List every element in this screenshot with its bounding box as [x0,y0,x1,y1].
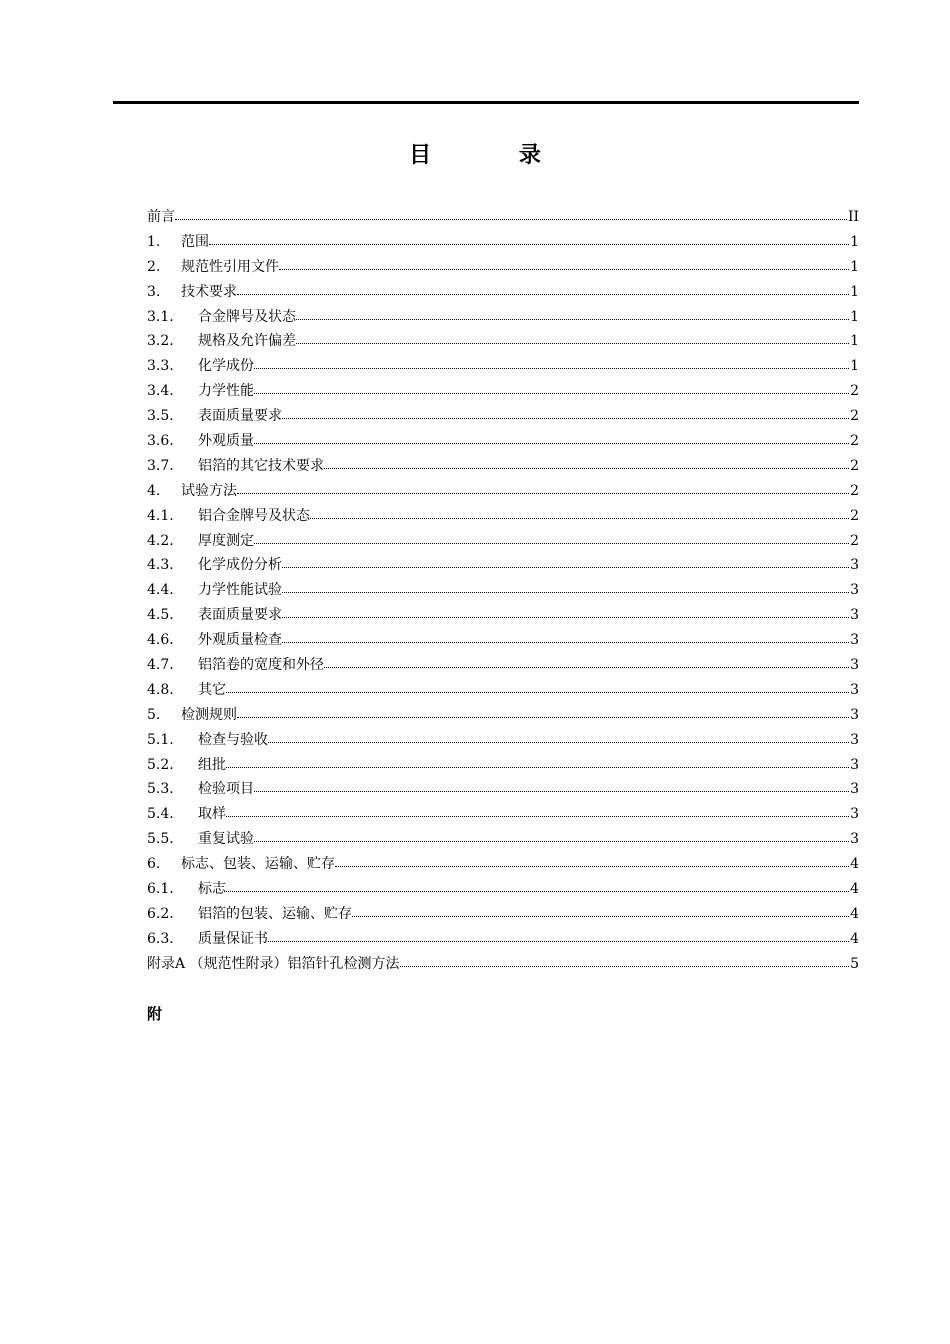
toc-entry-title: 范围 [181,233,209,250]
toc-entry-number: 5.3. [147,781,174,798]
toc-dot-leader [279,257,850,271]
toc-dot-leader [254,431,850,445]
toc-entry[interactable] [147,205,859,230]
toc-entry-number: 4.5. [147,607,174,624]
toc-entry-page-number: 4 [850,930,859,947]
toc-title: 目 录 [409,143,581,168]
toc-entry-number: 6.2. [147,905,174,922]
toc-entry-page-number: 2 [850,433,859,450]
toc-entry[interactable] [147,653,859,678]
toc-entry[interactable] [147,329,859,354]
toc-dot-leader [226,755,850,769]
toc-entry-number: 5. [147,706,161,723]
toc-entry-number: 3.1. [147,308,174,325]
toc-dot-leader [237,481,850,495]
toc-dot-leader [268,730,850,744]
toc-entry[interactable] [147,230,859,255]
toc-dot-leader [282,406,850,420]
toc-entry-number: 5.2. [147,756,174,773]
toc-entry[interactable] [147,578,859,603]
toc-entry[interactable] [147,678,859,703]
header-rule [113,101,859,104]
toc-entry-title: 附录A （规范性附录）铝箔针孔检测方法 [147,955,400,972]
toc-entry-title: 检测规则 [181,706,237,723]
toc-entry-title: 合金牌号及状态 [198,308,296,325]
toc-entry-page-number: 2 [850,408,859,425]
toc-entry-page-number: II [847,209,859,225]
toc-entry[interactable] [147,553,859,578]
toc-entry[interactable] [147,429,859,454]
appendix-heading: 附 [147,1005,163,1023]
toc-entry-number: 3.4. [147,383,174,400]
toc-dot-leader [282,605,850,619]
toc-entry[interactable] [147,354,859,379]
toc-dot-leader [324,655,850,669]
toc-entry-page-number: 3 [850,781,859,798]
toc-entry-title: 厚度测定 [198,532,254,549]
toc-entry-page-number: 3 [850,756,859,773]
toc-entry-page-number: 5 [850,955,859,972]
toc-entry-number: 4.2. [147,532,174,549]
toc-entry-title: 表面质量要求 [198,408,282,425]
toc-entry-title: 质量保证书 [198,930,268,947]
toc-entry-number: 3.7. [147,457,174,474]
toc-entry-page-number: 4 [850,905,859,922]
toc-entry-page-number: 2 [850,457,859,474]
toc-entry-title: 试验方法 [181,482,237,499]
toc-entry-title: 力学性能 [198,383,254,400]
toc-dot-leader [237,282,850,296]
toc-entry-number: 3.2. [147,333,174,350]
toc-entry-page-number: 3 [850,632,859,649]
toc-dot-leader [209,232,850,246]
toc-entry-title: 规格及允许偏差 [198,333,296,350]
toc-entry-title: 前言 [147,209,175,225]
toc-entry[interactable] [147,902,859,927]
toc-entry-title: 重复试验 [198,831,254,848]
toc-entry[interactable] [147,728,859,753]
toc-dot-leader [226,680,850,694]
toc-entry-number: 5.1. [147,731,174,748]
toc-entry-page-number: 1 [850,258,859,275]
toc-entry-number: 4.3. [147,557,174,574]
toc-entry-title: 铝箔卷的宽度和外径 [198,657,324,674]
toc-entry-title: 外观质量 [198,433,254,450]
toc-entry-number: 5.4. [147,806,174,823]
toc-entry-page-number: 3 [850,806,859,823]
toc-entry-page-number: 1 [850,233,859,250]
toc-entry-number: 4. [147,482,161,499]
toc-dot-leader [282,580,850,594]
toc-entry-number: 3.5. [147,408,174,425]
toc-dot-leader [352,904,850,918]
toc-entry[interactable] [147,703,859,728]
toc-dot-leader [175,207,848,221]
toc-entry[interactable] [147,379,859,404]
toc-dot-leader [226,804,850,818]
toc-entry-number: 6.3. [147,930,174,947]
toc-entry-number: 4.1. [147,507,174,524]
toc-entry[interactable] [147,877,859,902]
toc-entry-page-number: 3 [850,607,859,624]
toc-entry[interactable] [147,777,859,802]
toc-dot-leader [310,506,850,520]
toc-entry-title: 其它 [198,681,226,698]
toc-dot-leader [226,879,850,893]
toc-entry-page-number: 1 [850,283,859,300]
toc-entry-page-number: 3 [850,731,859,748]
toc-entry-title: 检查与验收 [198,731,268,748]
toc-entry-number: 5.5. [147,831,174,848]
toc-entry-title: 规范性引用文件 [181,258,279,275]
toc-dot-leader [335,854,850,868]
toc-entry-page-number: 4 [850,856,859,873]
toc-entry-page-number: 2 [850,383,859,400]
toc-entry[interactable] [147,454,859,479]
toc-dot-leader [296,307,850,321]
toc-entry-number: 4.4. [147,582,174,599]
toc-entry-number: 4.7. [147,657,174,674]
toc-entry[interactable] [147,628,859,653]
toc-entry-title: 标志 [198,881,226,898]
toc-entry-title: 化学成份分析 [198,557,282,574]
toc-dot-leader [268,929,850,943]
toc-entry-page-number: 3 [850,657,859,674]
toc-entry-page-number: 2 [850,507,859,524]
toc-entry[interactable] [147,255,859,280]
toc-entry[interactable] [147,529,859,554]
toc-entry-title: 铝箔的包装、运输、贮存 [198,905,352,922]
toc-entry-number: 3.3. [147,358,174,375]
toc-dot-leader [296,331,850,345]
toc-entry-title: 铝合金牌号及状态 [198,507,310,524]
toc-entry-number: 4.8. [147,681,174,698]
toc-entry-title: 技术要求 [181,283,237,300]
toc-entry-number: 2. [147,258,161,275]
toc-entry[interactable] [147,280,859,305]
toc-entry-page-number: 4 [850,881,859,898]
toc-entry[interactable] [147,852,859,877]
toc-entry-title: 检验项目 [198,781,254,798]
toc-entry-title: 铝箔的其它技术要求 [198,457,324,474]
toc-entry-page-number: 1 [850,333,859,350]
toc-entry-title: 标志、包装、运输、贮存 [181,856,335,873]
toc-dot-leader [324,456,850,470]
toc-entry-number: 4.6. [147,632,174,649]
toc-entry[interactable] [147,753,859,778]
toc-entry[interactable] [147,927,859,952]
toc-entry-page-number: 1 [850,358,859,375]
toc-dot-leader [254,779,850,793]
toc-entry[interactable] [147,827,859,852]
toc-entry-title: 力学性能试验 [198,582,282,599]
toc-entry[interactable] [147,504,859,529]
toc-entry[interactable] [147,802,859,827]
toc-entry-title: 取样 [198,806,226,823]
toc-dot-leader [237,705,850,719]
toc-entry-number: 3. [147,283,161,300]
toc-entry-number: 6.1. [147,881,174,898]
toc-dot-leader [254,531,850,545]
toc-dot-leader [254,829,850,843]
toc-entry[interactable] [147,404,859,429]
toc-entry-page-number: 3 [850,681,859,698]
toc-entry-page-number: 3 [850,582,859,599]
toc-entry-number: 6. [147,856,161,873]
table-of-contents [147,205,859,977]
toc-entry-page-number: 2 [850,482,859,499]
toc-entry-number: 1. [147,233,161,250]
toc-entry-page-number: 3 [850,831,859,848]
toc-dot-leader [254,381,850,395]
toc-entry-title: 外观质量检查 [198,632,282,649]
toc-entry-title: 化学成份 [198,358,254,375]
toc-entry[interactable] [147,479,859,504]
toc-entry-page-number: 1 [850,308,859,325]
toc-entry[interactable] [147,952,859,977]
toc-entry-page-number: 2 [850,532,859,549]
toc-entry-title: 表面质量要求 [198,607,282,624]
toc-entry[interactable] [147,603,859,628]
toc-dot-leader [254,356,850,370]
toc-entry-page-number: 3 [850,706,859,723]
toc-entry[interactable] [147,305,859,330]
toc-entry-title: 组批 [198,756,226,773]
toc-entry-page-number: 3 [850,557,859,574]
toc-dot-leader [282,630,850,644]
toc-dot-leader [400,954,851,968]
toc-entry-number: 3.6. [147,433,174,450]
toc-dot-leader [282,555,850,569]
